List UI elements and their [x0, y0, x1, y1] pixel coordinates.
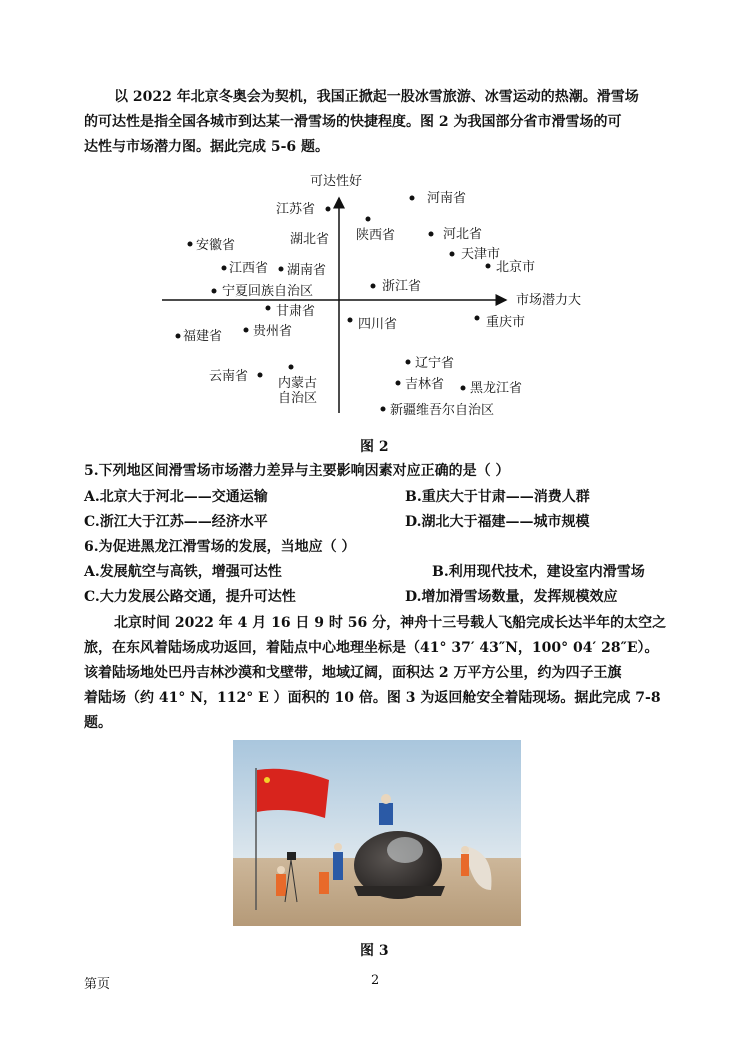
intro-line-1: 以 2022 年北京冬奥会为契机，我国正掀起一股冰雪旅游、冰雪运动的热潮。滑雪场	[114, 89, 639, 105]
point-dot-jilin	[396, 381, 401, 386]
passage2-line-2: 旅，在东风着陆场成功返回，着陆点中心地理坐标是（41° 37′ 43″N，100° 04′ 28″E）。	[84, 640, 659, 656]
point-dot-heilongjiang	[461, 386, 466, 391]
point-dot-shaanxi	[366, 217, 371, 222]
point-label-xinjiang: 新疆维吾尔自治区	[390, 403, 495, 418]
point-label-hunan: 湖南省	[287, 263, 327, 278]
point-dot-xinjiang	[381, 407, 386, 412]
point-dot-zhejiang	[371, 284, 376, 289]
point-label-chongqing: 重庆市	[486, 315, 526, 330]
point-label-jiangxi: 江西省	[229, 261, 269, 276]
q6-option-a: A.发展航空与高铁，增强可达性	[84, 564, 282, 580]
point-label-hubei: 湖北省	[290, 232, 330, 247]
point-dot-sichuan	[348, 318, 353, 323]
point-dot-yunnan	[258, 373, 263, 378]
point-dot-jiangsu	[326, 207, 331, 212]
q6-option-b: B.利用现代技术，建设室内滑雪场	[432, 564, 645, 580]
point-dot-henan	[410, 196, 415, 201]
point-label-liaoning: 辽宁省	[415, 356, 455, 371]
point-label-sichuan: 四川省	[358, 317, 398, 332]
footer-left-label: 第页	[84, 977, 111, 992]
figure-2-accessibility-market-chart	[150, 168, 600, 420]
point-dot-chongqing	[475, 316, 480, 321]
point-label-hebei: 河北省	[443, 227, 483, 242]
q6-option-d: D.增加滑雪场数量，发挥规模效应	[405, 589, 618, 605]
point-dot-hebei	[429, 232, 434, 237]
point-label-yunnan: 云南省	[209, 369, 249, 384]
point-label-jilin: 吉林省	[405, 377, 445, 392]
point-dot-gansu	[266, 306, 271, 311]
point-label-anhui: 安徽省	[196, 238, 236, 253]
y-axis-label: 可达性好	[310, 174, 363, 189]
point-dot-beijing	[486, 264, 491, 269]
figure-3-caption: 图 3	[360, 943, 389, 959]
passage2-line-3: 该着陆场地处巴丹吉林沙漠和戈壁带，地域辽阔，面积达 2 万平方公里，约为四子王旗	[84, 665, 622, 681]
q6-option-c: C.大力发展公路交通，提升可达性	[84, 589, 296, 605]
page-number: 2	[371, 973, 380, 988]
point-dot-anhui	[188, 242, 193, 247]
point-label-fujian: 福建省	[183, 329, 223, 344]
x-axis-label: 市场潜力大	[516, 293, 582, 308]
intro-line-3: 达性与市场潜力图。据此完成 5-6 题。	[84, 139, 330, 155]
point-label-neimenggu-line1: 内蒙古	[278, 376, 318, 391]
point-dot-neimenggu	[289, 365, 294, 370]
point-dot-ningxia	[212, 289, 217, 294]
point-dot-liaoning	[406, 360, 411, 365]
point-label-jiangsu: 江苏省	[276, 202, 316, 217]
point-label-zhejiang: 浙江省	[382, 279, 422, 294]
intro-line-2: 的可达性是指全国各城市到达某一滑雪场的快捷程度。图 2 为我国部分省市滑雪场的可	[84, 114, 622, 130]
passage2-line-5: 题。	[84, 715, 112, 731]
passage2-line-1: 北京时间 2022 年 4 月 16 日 9 时 56 分，神舟十三号载人飞船完成长达半年的太空之	[114, 615, 667, 631]
q5-option-b: B.重庆大于甘肃——消费人群	[405, 489, 590, 505]
point-label-guizhou: 贵州省	[253, 324, 293, 339]
point-dot-tianjin	[450, 252, 455, 257]
point-dot-hunan	[279, 267, 284, 272]
point-label-heilongjiang: 黑龙江省	[470, 381, 523, 396]
q5-option-a: A.北京大于河北——交通运输	[84, 489, 268, 505]
q5-option-c: C.浙江大于江苏——经济水平	[84, 514, 268, 530]
point-dot-fujian	[176, 334, 181, 339]
point-dot-jiangxi	[222, 266, 227, 271]
point-label-shaanxi: 陕西省	[356, 228, 396, 243]
point-dot-guizhou	[244, 328, 249, 333]
point-label-henan: 河南省	[427, 191, 467, 206]
q5-option-d: D.湖北大于福建——城市规模	[405, 514, 590, 530]
point-label-beijing: 北京市	[496, 260, 536, 275]
figure-3-landing-photo	[233, 740, 521, 926]
point-label-gansu: 甘肃省	[276, 304, 316, 319]
point-label-neimenggu-line2: 自治区	[278, 391, 318, 406]
point-label-ningxia: 宁夏回族自治区	[222, 284, 314, 299]
point-label-tianjin: 天津市	[461, 247, 501, 262]
figure-2-caption: 图 2	[360, 439, 389, 455]
q6-stem: 6.为促进黑龙江滑雪场的发展，当地应（ ）	[84, 539, 356, 555]
passage2-line-4: 着陆场（约 41° N，112° E ）面积的 10 倍。图 3 为返回舱安全着陆现场。据此完成 7-8	[84, 690, 661, 706]
q5-stem: 5.下列地区间滑雪场市场潜力差异与主要影响因素对应正确的是（ ）	[84, 463, 510, 479]
